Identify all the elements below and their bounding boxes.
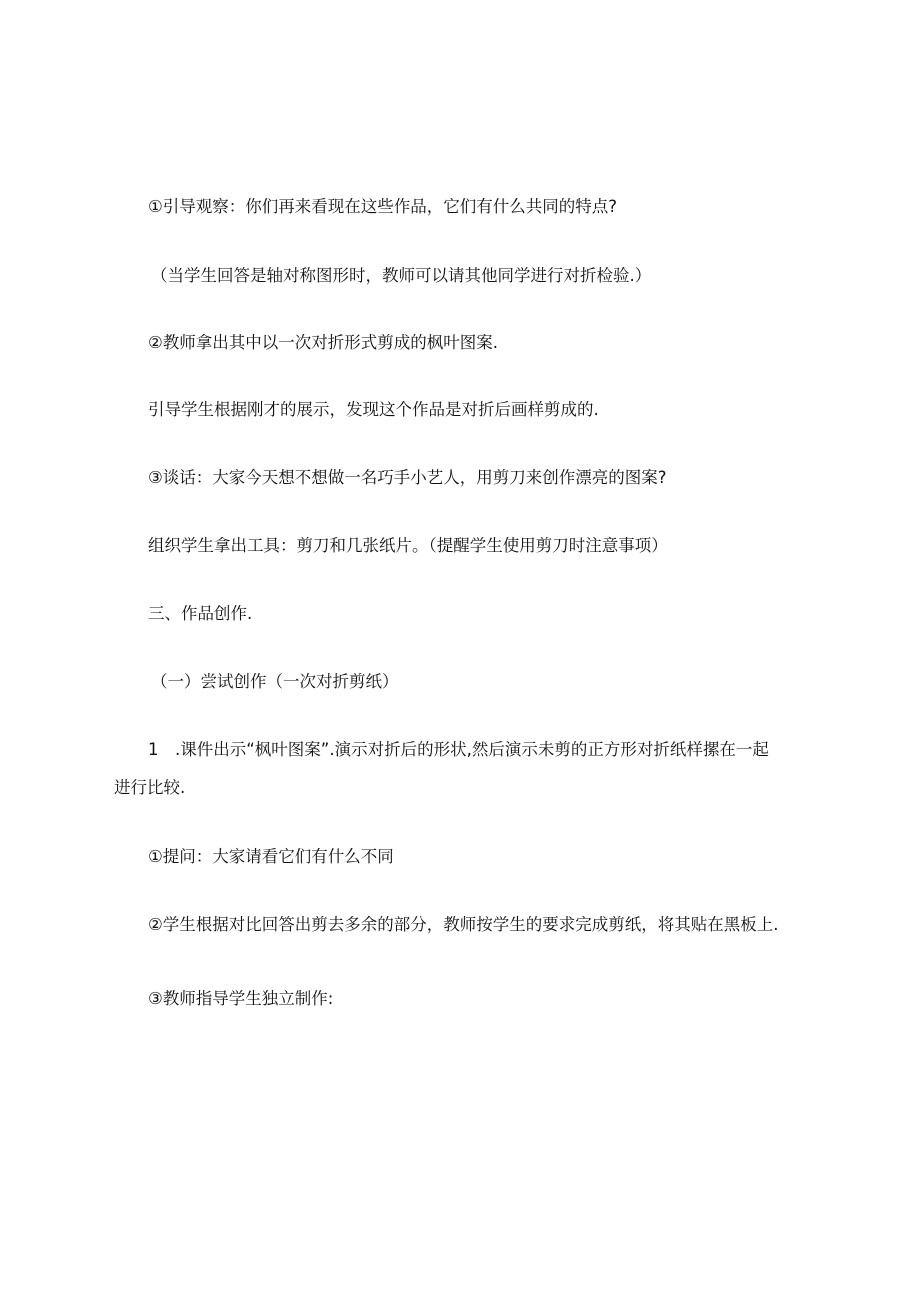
paragraph-conversation: ③谈话：大家今天想不想做一名巧手小艺人，用剪刀来创作漂亮的图案? [148,468,667,487]
paragraph-question: ①提问：大家请看它们有什么不同 [148,847,394,866]
paragraph-guide-discovery: 引导学生根据刚才的展示，发现这个作品是对折后画样剪成的. [148,400,599,419]
paragraph-student-answer-note: （当学生回答是轴对称图形时，教师可以请其他同学进行对折检验.） [151,266,652,285]
paragraph-courseware-line-1: 1 .课件出示“枫叶图案”.演示对折后的形状,然后演示未剪的正方形对折纸样摞在一起 [148,740,769,759]
section-heading-creation: 三、作品创作. [148,604,253,623]
paragraph-tools: 组织学生拿出工具：剪刀和几张纸片。（提醒学生使用剪刀时注意事项） [148,536,668,555]
subsection-heading-trial: （一）尝试创作（一次对折剪纸） [151,672,399,691]
paragraph-independent-making: ③教师指导学生独立制作: [148,989,334,1008]
paragraph-courseware-line-2: 进行比较. [114,778,186,797]
paragraph-student-compare: ②学生根据对比回答出剪去多余的部分，教师按学生的要求完成剪纸，将其贴在黑板上. [148,915,779,934]
paragraph-guided-observation: ①引导观察：你们再来看现在这些作品，它们有什么共同的特点? [148,197,618,216]
paragraph-maple-leaf-pattern: ②教师拿出其中以一次对折形式剪成的枫叶图案. [148,333,499,352]
